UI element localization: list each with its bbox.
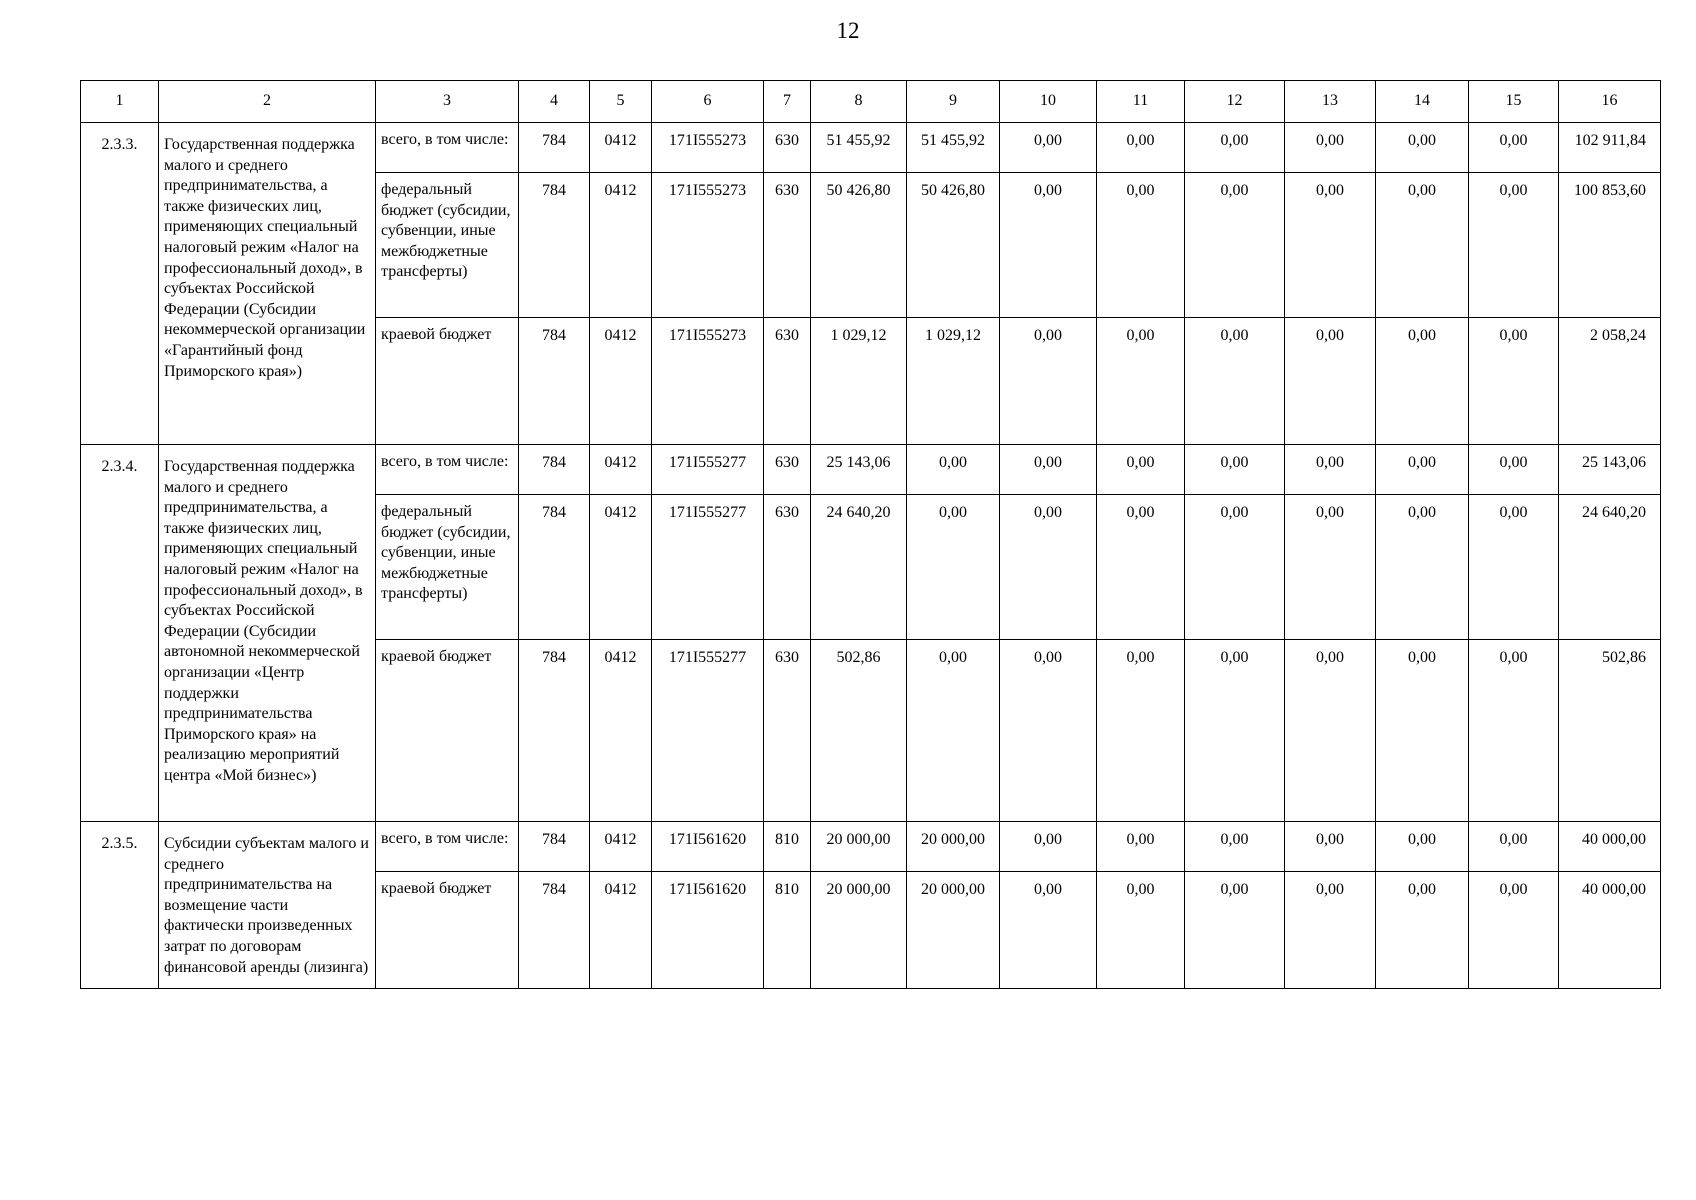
table-row (81, 822, 1661, 872)
value-cell: 0,00 (1376, 123, 1469, 173)
value-cell: 0,00 (1185, 495, 1285, 640)
value-cell: 20 000,00 (907, 872, 1000, 989)
value-cell: 0,00 (1097, 123, 1185, 173)
value-cell: 24 640,20 (1559, 495, 1661, 640)
value-cell: 0412 (590, 822, 652, 872)
table-row (81, 123, 1661, 173)
column-header: 13 (1285, 81, 1376, 123)
value-cell: 0,00 (1285, 173, 1376, 318)
value-cell: 0412 (590, 495, 652, 640)
value-cell: 0,00 (1000, 822, 1097, 872)
value-cell: 1 029,12 (811, 318, 907, 445)
header-row (81, 81, 1661, 123)
value-cell: 50 426,80 (907, 173, 1000, 318)
value-cell: 0,00 (1376, 872, 1469, 989)
page-number: 12 (836, 18, 860, 43)
value-cell: 0,00 (1185, 445, 1285, 495)
column-header: 6 (652, 81, 764, 123)
budget-table (80, 80, 1661, 989)
value-cell: 171I555277 (652, 640, 764, 822)
value-cell: 0412 (590, 318, 652, 445)
value-cell: 0,00 (1376, 318, 1469, 445)
value-cell: 784 (519, 822, 590, 872)
value-cell: 0,00 (1376, 173, 1469, 318)
value-cell: 0,00 (1376, 640, 1469, 822)
value-cell: 810 (764, 872, 811, 989)
value-cell: 0,00 (907, 495, 1000, 640)
value-cell: 171I561620 (652, 822, 764, 872)
value-cell: 0,00 (1376, 445, 1469, 495)
measure-name: Субсидии субъектам малого и среднего предпринимательства на возмещение части фактически произведенных затрат по договорам финансовой аренды (лизинга) (159, 822, 376, 989)
value-cell: 0,00 (907, 640, 1000, 822)
value-cell: 0,00 (1285, 445, 1376, 495)
value-cell: 0412 (590, 640, 652, 822)
value-cell: 0,00 (1000, 318, 1097, 445)
row-index: 2.3.3. (81, 123, 159, 445)
funding-source: всего, в том числе: (376, 822, 519, 872)
column-header: 3 (376, 81, 519, 123)
value-cell: 24 640,20 (811, 495, 907, 640)
value-cell: 0,00 (1097, 872, 1185, 989)
value-cell: 0,00 (1469, 173, 1559, 318)
measure-name: Государственная поддержка малого и среднего предпринимательства, а также физических лиц, применяющих специальный налоговый режим «Налог на профессиональный доход», в субъектах Российской Федерации (Субсидии автономной некоммерческой организации «Центр поддержки предпринимательства Приморского края» на реализацию мероприятий центра «Мой бизнес») (159, 445, 376, 822)
value-cell: 0,00 (1185, 173, 1285, 318)
value-cell: 0,00 (1000, 123, 1097, 173)
value-cell: 171I555277 (652, 445, 764, 495)
value-cell: 630 (764, 640, 811, 822)
value-cell: 171I555277 (652, 495, 764, 640)
value-cell: 784 (519, 640, 590, 822)
value-cell: 630 (764, 495, 811, 640)
value-cell: 20 000,00 (811, 822, 907, 872)
column-header: 10 (1000, 81, 1097, 123)
column-header: 4 (519, 81, 590, 123)
value-cell: 502,86 (1559, 640, 1661, 822)
row-index: 2.3.5. (81, 822, 159, 989)
value-cell: 0,00 (1185, 123, 1285, 173)
value-cell: 2 058,24 (1559, 318, 1661, 445)
column-header: 14 (1376, 81, 1469, 123)
value-cell: 0,00 (1285, 495, 1376, 640)
value-cell: 102 911,84 (1559, 123, 1661, 173)
value-cell: 171I555273 (652, 318, 764, 445)
value-cell: 50 426,80 (811, 173, 907, 318)
value-cell: 784 (519, 872, 590, 989)
value-cell: 0,00 (1000, 495, 1097, 640)
column-header: 5 (590, 81, 652, 123)
value-cell: 630 (764, 445, 811, 495)
value-cell: 0,00 (1185, 318, 1285, 445)
table-row (81, 445, 1661, 495)
value-cell: 0,00 (1000, 445, 1097, 495)
value-cell: 25 143,06 (811, 445, 907, 495)
value-cell: 0,00 (1097, 318, 1185, 445)
value-cell: 0,00 (1285, 872, 1376, 989)
value-cell: 0,00 (1469, 495, 1559, 640)
value-cell: 0,00 (1097, 445, 1185, 495)
value-cell: 0,00 (1097, 495, 1185, 640)
value-cell: 0,00 (1185, 822, 1285, 872)
value-cell: 0,00 (1097, 173, 1185, 318)
value-cell: 20 000,00 (907, 822, 1000, 872)
funding-source: всего, в том числе: (376, 123, 519, 173)
value-cell: 0,00 (1469, 123, 1559, 173)
value-cell: 0,00 (1097, 640, 1185, 822)
value-cell: 0,00 (1000, 173, 1097, 318)
value-cell: 1 029,12 (907, 318, 1000, 445)
column-header: 12 (1185, 81, 1285, 123)
value-cell: 171I555273 (652, 173, 764, 318)
value-cell: 0,00 (1469, 872, 1559, 989)
value-cell: 784 (519, 173, 590, 318)
value-cell: 100 853,60 (1559, 173, 1661, 318)
value-cell: 0,00 (1469, 318, 1559, 445)
value-cell: 630 (764, 318, 811, 445)
funding-source: краевой бюджет (376, 318, 519, 445)
value-cell: 784 (519, 495, 590, 640)
value-cell: 0,00 (1097, 822, 1185, 872)
value-cell: 0,00 (1285, 318, 1376, 445)
value-cell: 630 (764, 123, 811, 173)
value-cell: 784 (519, 318, 590, 445)
value-cell: 171I555273 (652, 123, 764, 173)
value-cell: 171I561620 (652, 872, 764, 989)
column-header: 11 (1097, 81, 1185, 123)
value-cell: 0,00 (907, 445, 1000, 495)
value-cell: 25 143,06 (1559, 445, 1661, 495)
value-cell: 0,00 (1000, 872, 1097, 989)
column-header: 1 (81, 81, 159, 123)
column-header: 16 (1559, 81, 1661, 123)
value-cell: 0,00 (1000, 640, 1097, 822)
funding-source: всего, в том числе: (376, 445, 519, 495)
funding-source: краевой бюджет (376, 872, 519, 989)
value-cell: 630 (764, 173, 811, 318)
value-cell: 51 455,92 (811, 123, 907, 173)
value-cell: 40 000,00 (1559, 872, 1661, 989)
column-header: 7 (764, 81, 811, 123)
value-cell: 0412 (590, 445, 652, 495)
value-cell: 0,00 (1185, 640, 1285, 822)
value-cell: 784 (519, 445, 590, 495)
funding-source: федеральный бюджет (субсидии, субвенции, иные межбюджетные трансферты) (376, 173, 519, 318)
value-cell: 784 (519, 123, 590, 173)
column-header: 9 (907, 81, 1000, 123)
value-cell: 40 000,00 (1559, 822, 1661, 872)
column-header: 15 (1469, 81, 1559, 123)
value-cell: 0,00 (1469, 640, 1559, 822)
value-cell: 20 000,00 (811, 872, 907, 989)
measure-name: Государственная поддержка малого и среднего предпринимательства, а также физических лиц, применяющих специальный налоговый режим «Налог на профессиональный доход», в субъектах Российской Федерации (Субсидии некоммерческой организации «Гарантийный фонд Приморского края») (159, 123, 376, 445)
column-header: 8 (811, 81, 907, 123)
value-cell: 810 (764, 822, 811, 872)
value-cell: 0,00 (1376, 822, 1469, 872)
value-cell: 0,00 (1285, 822, 1376, 872)
value-cell: 0,00 (1469, 822, 1559, 872)
value-cell: 0412 (590, 872, 652, 989)
funding-source: федеральный бюджет (субсидии, субвенции, иные межбюджетные трансферты) (376, 495, 519, 640)
funding-source: краевой бюджет (376, 640, 519, 822)
value-cell: 0412 (590, 123, 652, 173)
value-cell: 0,00 (1376, 495, 1469, 640)
row-index: 2.3.4. (81, 445, 159, 822)
value-cell: 0412 (590, 173, 652, 318)
value-cell: 502,86 (811, 640, 907, 822)
value-cell: 0,00 (1469, 445, 1559, 495)
value-cell: 0,00 (1185, 872, 1285, 989)
column-header: 2 (159, 81, 376, 123)
value-cell: 51 455,92 (907, 123, 1000, 173)
value-cell: 0,00 (1285, 123, 1376, 173)
value-cell: 0,00 (1285, 640, 1376, 822)
